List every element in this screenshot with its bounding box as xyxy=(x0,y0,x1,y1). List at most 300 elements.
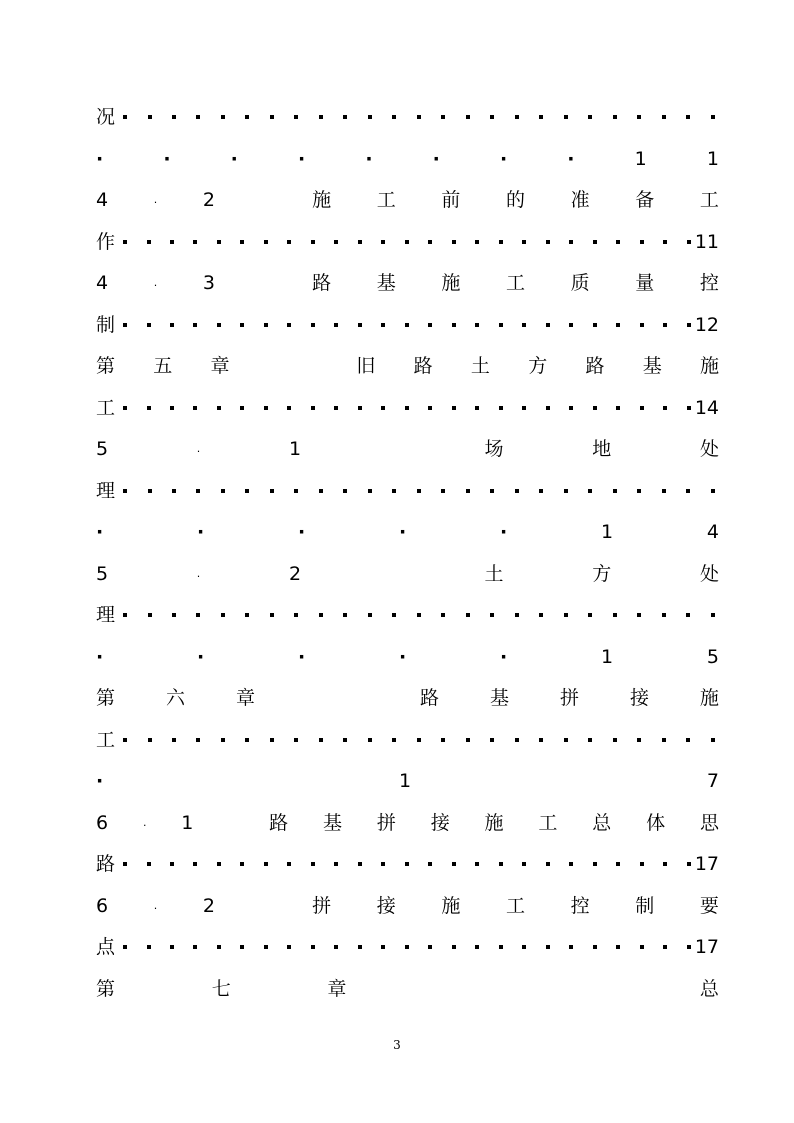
leader-dot xyxy=(221,489,225,493)
leader-dot xyxy=(490,115,494,119)
leader-dot xyxy=(593,240,597,244)
leader-dot xyxy=(311,862,315,866)
leader-dot xyxy=(221,738,225,742)
leader-dot xyxy=(613,489,617,493)
toc-char: . xyxy=(142,815,147,829)
leader-dot xyxy=(358,862,362,866)
leader-dot xyxy=(381,945,385,949)
leader-dot xyxy=(193,862,197,866)
leader-dot xyxy=(392,489,396,493)
leader-dot xyxy=(663,862,667,866)
leader-dot xyxy=(381,240,385,244)
toc-char: 4 xyxy=(706,521,719,543)
toc-char xyxy=(160,974,166,1004)
toc-line xyxy=(96,974,719,1004)
toc-char xyxy=(261,891,267,921)
leader-dot xyxy=(311,406,315,410)
leader-dot xyxy=(319,613,323,617)
leader-dot xyxy=(711,489,715,493)
toc-char xyxy=(597,974,603,1004)
toc-page-ref: 17 xyxy=(694,853,719,875)
leader-dot xyxy=(475,945,479,949)
toc-char: 总 xyxy=(592,811,612,834)
toc-char: 体 xyxy=(646,811,666,834)
leader-dot: · xyxy=(365,147,373,170)
toc-char: 2 xyxy=(202,894,215,917)
toc-line xyxy=(96,849,719,879)
leader-dot: · xyxy=(298,521,306,543)
leader-dot xyxy=(240,406,244,410)
leader-dot xyxy=(499,240,503,244)
leader-dot xyxy=(334,323,338,327)
leader-dot xyxy=(441,489,445,493)
toc-line xyxy=(96,683,719,713)
leader-dot xyxy=(515,613,519,617)
leader-dot xyxy=(687,323,691,327)
leader-dot xyxy=(593,323,597,327)
leader-dot xyxy=(663,240,667,244)
leader-dot xyxy=(564,489,568,493)
leader-dot xyxy=(368,738,372,742)
leader-dot xyxy=(123,406,127,410)
toc-char: 的 xyxy=(506,189,526,211)
leader-dot: · xyxy=(96,770,104,792)
leader-dot xyxy=(123,115,127,119)
toc-char: 1 xyxy=(181,811,194,834)
leader-dot: · xyxy=(297,147,306,170)
leader-dots xyxy=(123,323,691,327)
toc-char xyxy=(390,434,396,464)
toc-char: 施 xyxy=(312,189,332,211)
toc-char: 接 xyxy=(376,894,396,917)
leader-dot xyxy=(381,862,385,866)
toc-line xyxy=(96,517,719,547)
toc-char xyxy=(276,974,282,1004)
toc-char: 1 xyxy=(399,770,412,792)
leader-dot xyxy=(193,240,197,244)
toc-char xyxy=(494,974,500,1004)
leader-dots xyxy=(123,738,715,742)
toc-char xyxy=(312,351,318,381)
toc-char: 地 xyxy=(592,438,612,460)
leader-dot xyxy=(522,323,526,327)
leader-dot xyxy=(196,489,200,493)
leader-dot xyxy=(711,115,715,119)
leader-dot xyxy=(217,406,221,410)
leader-dot xyxy=(245,613,249,617)
leader-dot xyxy=(662,738,666,742)
leader-dot xyxy=(593,406,597,410)
toc-char: 章 xyxy=(327,977,347,1000)
leader-dot xyxy=(663,945,667,949)
toc-line xyxy=(96,642,719,672)
leader-dot xyxy=(294,613,298,617)
toc-char: . xyxy=(196,442,201,455)
leader-dot xyxy=(564,738,568,742)
toc-char: 拼 xyxy=(376,811,396,834)
leader-dot xyxy=(392,115,396,119)
leader-dot xyxy=(147,240,151,244)
toc-entry-title-end: 理 xyxy=(96,479,116,502)
leader-dot xyxy=(569,240,573,244)
leader-dot xyxy=(405,862,409,866)
leader-dot xyxy=(499,323,503,327)
toc-page-ref: 17 xyxy=(694,936,719,958)
leader-dot xyxy=(640,323,644,327)
leader-dot xyxy=(522,862,526,866)
leader-dot xyxy=(452,862,456,866)
leader-dot xyxy=(217,323,221,327)
leader-dot: · xyxy=(298,645,306,668)
leader-dot xyxy=(522,240,526,244)
leader-dots xyxy=(123,862,691,866)
leader-dot xyxy=(564,613,568,617)
toc-line xyxy=(96,476,719,506)
toc-char: 拼 xyxy=(312,894,332,917)
leader-dot xyxy=(381,406,385,410)
leader-dot xyxy=(264,240,268,244)
toc-char: 1 xyxy=(706,147,719,170)
leader-dot xyxy=(294,489,298,493)
toc-char: 1 xyxy=(634,147,647,170)
leader-dot xyxy=(637,489,641,493)
toc-char: 处 xyxy=(699,438,719,460)
leader-dot xyxy=(616,323,620,327)
leader-dot xyxy=(368,489,372,493)
leader-dot xyxy=(613,115,617,119)
leader-dot xyxy=(640,240,644,244)
leader-dot: · xyxy=(567,147,575,170)
leader-dot xyxy=(499,862,503,866)
leader-dot xyxy=(172,613,176,617)
leader-dot xyxy=(123,323,127,327)
leader-dot xyxy=(123,862,127,866)
leader-dot xyxy=(240,945,244,949)
leader-dot xyxy=(539,613,543,617)
leader-dot xyxy=(452,323,456,327)
leader-dot xyxy=(490,613,494,617)
toc-char: 制 xyxy=(635,894,655,917)
toc-char: 5 xyxy=(706,645,719,668)
leader-dot xyxy=(217,240,221,244)
toc-char: 处 xyxy=(699,562,719,585)
leader-dot xyxy=(616,862,620,866)
leader-dot xyxy=(405,406,409,410)
toc-char: 五 xyxy=(153,355,173,377)
leader-dot xyxy=(475,240,479,244)
leader-dot xyxy=(466,115,470,119)
leader-dot xyxy=(522,406,526,410)
toc-char: 思 xyxy=(699,811,719,834)
toc-char: 要 xyxy=(699,894,719,917)
leader-dot xyxy=(475,406,479,410)
toc-char: 工 xyxy=(506,272,526,294)
leader-dot xyxy=(172,115,176,119)
leader-dot xyxy=(662,115,666,119)
leader-dot xyxy=(687,240,691,244)
toc-char: . xyxy=(153,898,158,912)
leader-dot xyxy=(441,115,445,119)
toc-char: 施 xyxy=(699,355,719,377)
leader-dot xyxy=(392,613,396,617)
leader-dot xyxy=(515,738,519,742)
leader-dot xyxy=(170,240,174,244)
leader-dot xyxy=(428,240,432,244)
leader-dot: · xyxy=(230,147,238,170)
toc-char: 路 xyxy=(312,272,332,294)
leader-dot xyxy=(245,115,249,119)
toc-line xyxy=(96,766,719,796)
leader-dot xyxy=(221,613,225,617)
toc-char: 路 xyxy=(419,687,439,709)
leader-dot xyxy=(358,240,362,244)
leader-dot xyxy=(368,115,372,119)
leader-dot xyxy=(466,613,470,617)
leader-dot xyxy=(405,240,409,244)
leader-dot xyxy=(640,945,644,949)
toc-char: 控 xyxy=(699,272,719,294)
leader-dot xyxy=(588,738,592,742)
leader-dot xyxy=(196,738,200,742)
leader-dots xyxy=(123,240,691,244)
leader-dot xyxy=(441,738,445,742)
toc-line xyxy=(96,310,719,340)
leader-dot xyxy=(441,613,445,617)
toc-char: . xyxy=(153,193,158,206)
leader-dot xyxy=(221,115,225,119)
leader-dot xyxy=(417,115,421,119)
leader-dot xyxy=(319,738,323,742)
leader-dot xyxy=(172,489,176,493)
leader-dot xyxy=(616,240,620,244)
leader-dot xyxy=(123,240,127,244)
leader-dot: · xyxy=(499,147,508,170)
leader-dot xyxy=(637,613,641,617)
leader-dot xyxy=(613,738,617,742)
leader-dot xyxy=(270,738,274,742)
leader-dot xyxy=(381,323,385,327)
leader-dot xyxy=(311,945,315,949)
toc-char: 质 xyxy=(570,272,590,294)
leader-dot: · xyxy=(500,645,508,668)
toc-line xyxy=(96,600,719,630)
toc-char xyxy=(306,683,312,713)
leader-dot xyxy=(452,406,456,410)
leader-dot xyxy=(264,862,268,866)
leader-dot xyxy=(311,240,315,244)
leader-dot xyxy=(334,862,338,866)
toc-char: 章 xyxy=(210,355,230,377)
leader-dot xyxy=(170,406,174,410)
leader-dot xyxy=(687,862,691,866)
leader-dot xyxy=(546,862,550,866)
leader-dot xyxy=(193,323,197,327)
toc-char: 方 xyxy=(592,562,612,585)
toc-char: 基 xyxy=(489,687,509,709)
leader-dot: · xyxy=(197,521,205,543)
toc-entry-title-end: 路 xyxy=(96,853,116,875)
leader-dot xyxy=(193,945,197,949)
leader-dot xyxy=(499,406,503,410)
leader-dot xyxy=(593,862,597,866)
leader-dot xyxy=(294,115,298,119)
toc-char: 工 xyxy=(376,189,396,211)
toc-char: 6 xyxy=(96,894,109,917)
toc-char xyxy=(443,974,449,1004)
leader-dot xyxy=(264,945,268,949)
toc-char xyxy=(390,559,396,589)
toc-char: 七 xyxy=(211,977,231,1000)
leader-dot xyxy=(405,945,409,949)
leader-dot xyxy=(640,862,644,866)
toc-char xyxy=(606,766,612,796)
leader-dot xyxy=(358,323,362,327)
toc-entry-title-end: 作 xyxy=(96,230,116,253)
toc-char: 5 xyxy=(96,438,109,460)
toc-char: 工 xyxy=(506,894,526,917)
leader-dot xyxy=(147,862,151,866)
leader-dot: · xyxy=(96,147,104,170)
leader-dot xyxy=(392,738,396,742)
leader-dot xyxy=(148,613,152,617)
leader-dot xyxy=(358,406,362,410)
leader-dot xyxy=(245,738,249,742)
leader-dot xyxy=(588,613,592,617)
leader-dot xyxy=(343,115,347,119)
toc-char: 六 xyxy=(165,687,185,709)
toc-char: 施 xyxy=(441,272,461,294)
leader-dots xyxy=(123,406,691,410)
toc-line xyxy=(96,227,719,257)
leader-dot xyxy=(170,862,174,866)
leader-dot xyxy=(217,945,221,949)
toc-char: . xyxy=(196,566,201,580)
leader-dot xyxy=(417,613,421,617)
toc-char: 施 xyxy=(441,894,461,917)
toc-char: 6 xyxy=(96,811,109,834)
leader-dot xyxy=(123,489,127,493)
leader-dots xyxy=(123,613,715,617)
leader-dot xyxy=(170,945,174,949)
toc-char: 土 xyxy=(484,562,504,585)
leader-dot xyxy=(147,406,151,410)
leader-dot xyxy=(662,489,666,493)
leader-dot: · xyxy=(197,645,205,668)
leader-dot xyxy=(546,240,550,244)
leader-dot xyxy=(245,489,249,493)
toc-char: 基 xyxy=(376,272,396,294)
toc-line xyxy=(96,932,719,962)
leader-dot xyxy=(711,738,715,742)
leader-dot xyxy=(193,406,197,410)
leader-dot xyxy=(593,945,597,949)
leader-dot xyxy=(546,406,550,410)
leader-dot xyxy=(588,115,592,119)
leader-dot xyxy=(686,613,690,617)
leader-dot xyxy=(499,945,503,949)
leader-dot xyxy=(515,115,519,119)
leader-dot xyxy=(287,240,291,244)
leader-dot xyxy=(148,738,152,742)
leader-dot xyxy=(270,489,274,493)
leader-dot xyxy=(687,406,691,410)
leader-dot xyxy=(663,406,667,410)
leader-dot xyxy=(319,115,323,119)
leader-dot xyxy=(240,240,244,244)
leader-dot xyxy=(613,613,617,617)
toc-char: 1 xyxy=(289,438,302,460)
toc-char: 1 xyxy=(601,645,614,668)
leader-dot xyxy=(170,323,174,327)
leader-dot xyxy=(417,489,421,493)
leader-dot xyxy=(662,613,666,617)
leader-dot xyxy=(569,945,573,949)
leader-dot xyxy=(172,738,176,742)
toc-char: 总 xyxy=(699,977,719,1000)
leader-dot xyxy=(358,945,362,949)
leader-dot xyxy=(428,945,432,949)
leader-dot: · xyxy=(432,147,440,170)
toc-char xyxy=(649,974,655,1004)
leader-dot xyxy=(640,406,644,410)
leader-dot xyxy=(686,115,690,119)
leader-dot xyxy=(452,945,456,949)
toc-line xyxy=(96,351,719,381)
leader-dot xyxy=(428,323,432,327)
leader-dot xyxy=(294,738,298,742)
toc-line xyxy=(96,891,719,921)
leader-dot xyxy=(711,613,715,617)
leader-dot xyxy=(452,240,456,244)
leader-dot xyxy=(287,323,291,327)
leader-dot xyxy=(687,945,691,949)
toc-char: 路 xyxy=(413,355,433,377)
leader-dot xyxy=(663,323,667,327)
toc-char: 第 xyxy=(96,687,116,709)
toc-char: 基 xyxy=(642,355,662,377)
leader-dot xyxy=(196,115,200,119)
toc-line xyxy=(96,725,719,755)
toc-char: 旧 xyxy=(356,355,376,377)
toc-char xyxy=(506,766,512,796)
leader-dot xyxy=(686,489,690,493)
toc-entry-title-end: 况 xyxy=(96,106,116,128)
leader-dot xyxy=(686,738,690,742)
leader-dot xyxy=(405,323,409,327)
toc-char: 4 xyxy=(96,189,109,211)
toc-char: 4 xyxy=(96,272,109,294)
leader-dot xyxy=(522,945,526,949)
leader-dot xyxy=(428,406,432,410)
toc-char: 工 xyxy=(538,811,558,834)
toc-char: 土 xyxy=(470,355,490,377)
toc-page-ref: 11 xyxy=(694,230,719,253)
leader-dot xyxy=(196,613,200,617)
leader-dot: · xyxy=(96,645,104,668)
toc-char: 控 xyxy=(570,894,590,917)
leader-dot xyxy=(287,945,291,949)
toc-char: 准 xyxy=(570,189,590,211)
toc-char: 章 xyxy=(235,687,255,709)
leader-dot xyxy=(616,945,620,949)
toc-char: 1 xyxy=(601,521,614,543)
leader-dot xyxy=(319,489,323,493)
leader-dot xyxy=(264,323,268,327)
toc-char: 施 xyxy=(484,811,504,834)
toc-entry-title-end: 工 xyxy=(96,396,116,419)
toc-page-ref: 14 xyxy=(694,396,719,419)
leader-dot xyxy=(217,862,221,866)
